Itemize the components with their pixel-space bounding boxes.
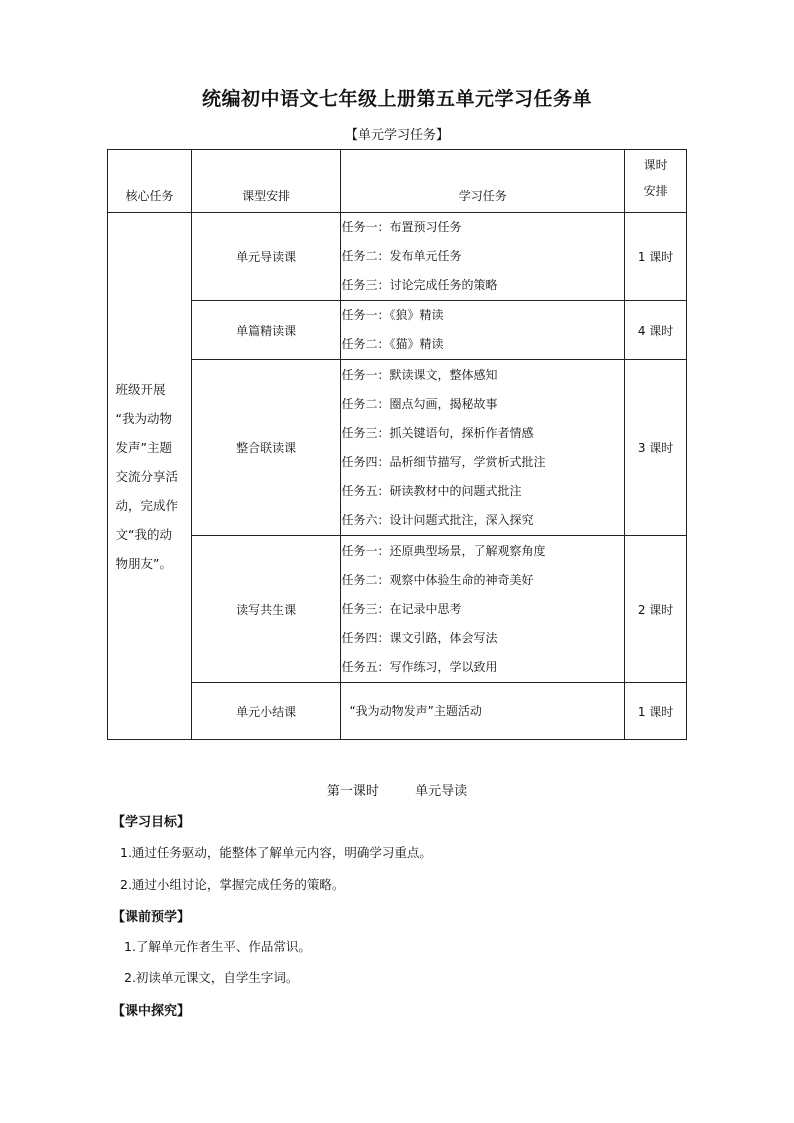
core-task-line: 文“我的动 (115, 526, 172, 542)
task-line: 任务五：写作练习，学以致用 (341, 659, 498, 674)
header-core-task: 核心任务 (108, 150, 192, 213)
learning-tasks-cell (341, 683, 625, 740)
goal-item: 1.通过任务驱动，能整体了解单元内容，明确学习重点。 (120, 845, 432, 860)
core-task-line: “我为动物 (115, 410, 172, 426)
core-task-text (115, 375, 183, 578)
preview-item: 1.了解单元作者生平、作品常识。 (124, 939, 311, 954)
core-task-line: 班级开展 (115, 381, 166, 397)
header-class-hours (625, 150, 687, 213)
core-task-line: 发声”主题 (115, 439, 172, 455)
task-line: 任务三：抓关键语句，探析作者情感 (341, 425, 534, 440)
unit-task-table (107, 149, 687, 740)
table-row (108, 213, 687, 301)
task-line: 任务一：布置预习任务 (341, 220, 462, 234)
preview-item: 2.初读单元课文，自学生字词。 (124, 970, 299, 985)
explore-heading: 【课中探究】 (112, 1004, 191, 1019)
lesson-title-period: 第一课时 (326, 784, 379, 799)
task-line: 任务五：研读教材中的问题式批注 (341, 483, 522, 498)
lesson-title-name: 单元导读 (415, 784, 468, 799)
table-row (108, 536, 687, 683)
lesson-title (0, 780, 794, 799)
task-line: 任务二：观察中体验生命的神奇美好 (341, 572, 534, 587)
core-task-line: 动，完成作 (115, 497, 178, 513)
lesson-type-cell: 整合联读课 (191, 360, 341, 536)
header-learning-tasks: 学习任务 (341, 150, 625, 213)
task-line: 任务二：发布单元任务 (341, 249, 462, 263)
core-task-line: 物朋友”。 (115, 555, 172, 571)
table-row (108, 683, 687, 740)
goal-item: 2.通过小组讨论，掌握完成任务的策略。 (120, 877, 345, 892)
core-task-line: 交流分享活 (115, 468, 178, 484)
table-row (108, 360, 687, 536)
table-header-row (108, 150, 687, 213)
task-line: 任务一：默读课文，整体感知 (341, 367, 498, 382)
learning-tasks-cell (341, 360, 625, 536)
goals-heading: 【学习目标】 (112, 815, 191, 830)
task-line: 任务四：品析细节描写，学赏析式批注 (341, 454, 546, 469)
header-lesson-type: 课型安排 (191, 150, 341, 213)
header-hours-line2: 安排 (643, 184, 668, 198)
class-hours-cell: 2 课时 (625, 536, 687, 683)
lesson-type-cell: 单篇精读课 (191, 301, 341, 360)
task-line: 任务三：讨论完成任务的策略 (341, 278, 498, 292)
lesson-type-cell: 单元导读课 (191, 213, 341, 301)
task-line: 任务二：圈点勾画，揭秘故事 (341, 396, 498, 411)
task-line: 任务二：《猫》精读 (341, 337, 444, 351)
lesson-type-cell: 单元小结课 (191, 683, 341, 740)
task-line: 任务三：在记录中思考 (341, 601, 462, 616)
core-task-cell (108, 213, 192, 740)
document-title: 统编初中语文七年级上册第五单元学习任务单 (201, 88, 592, 110)
table-caption: 【单元学习任务】 (344, 128, 449, 143)
learning-tasks-cell (341, 536, 625, 683)
class-hours-cell: 1 课时 (625, 683, 687, 740)
task-line: 任务六：设计问题式批注，深入探究 (341, 512, 534, 527)
class-hours-cell: 3 课时 (625, 360, 687, 536)
table-row (108, 301, 687, 360)
task-line: 任务一：《狼》精读 (341, 308, 444, 322)
task-line: 任务一：还原典型场景，了解观察角度 (341, 543, 546, 558)
preview-heading: 【课前预学】 (112, 910, 191, 925)
class-hours-cell: 4 课时 (625, 301, 687, 360)
learning-tasks-cell (341, 213, 625, 301)
class-hours-cell: 1 课时 (625, 213, 687, 301)
task-line: 任务四：课文引路，体会写法 (341, 630, 498, 645)
lesson-type-cell: 读写共生课 (191, 536, 341, 683)
learning-tasks-cell (341, 301, 625, 360)
task-line: “我为动物发声”主题活动 (349, 703, 482, 718)
header-hours-line1: 课时 (643, 158, 668, 172)
